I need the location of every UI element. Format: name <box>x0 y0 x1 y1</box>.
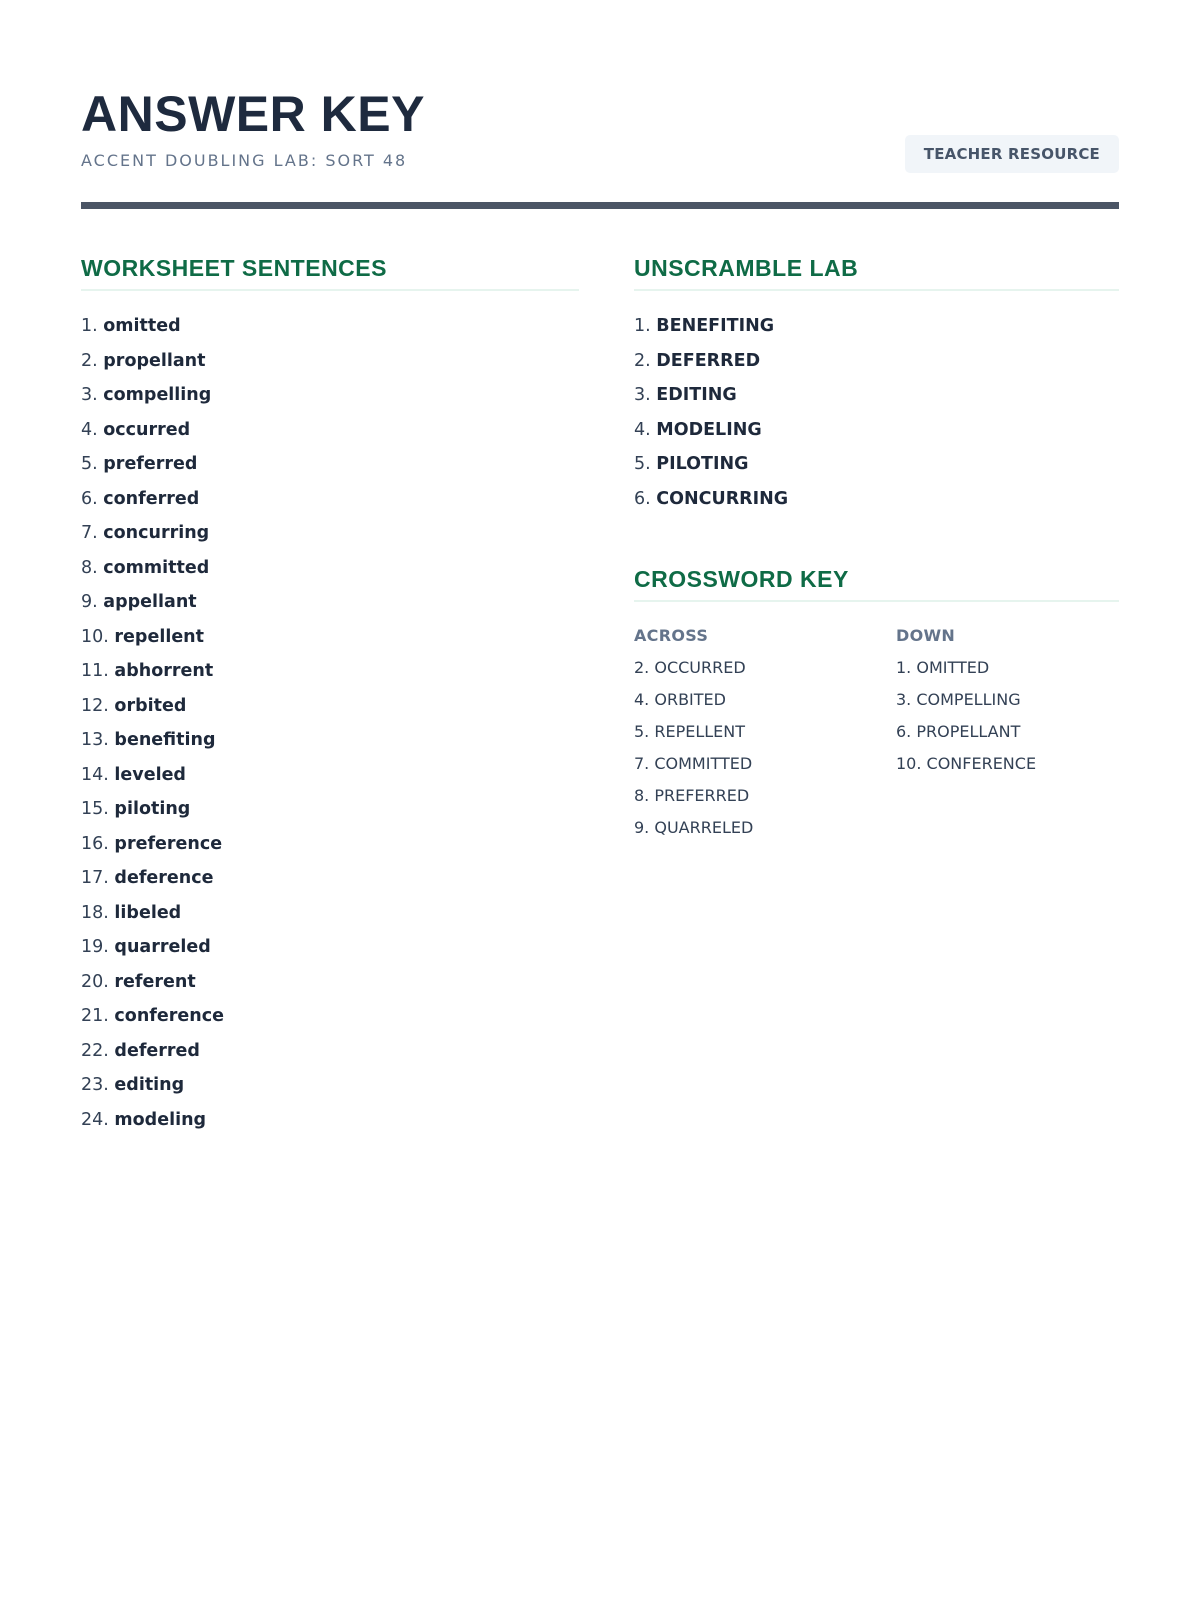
teacher-resource-badge: TEACHER RESOURCE <box>905 135 1119 173</box>
answer-number: 11. <box>81 661 109 681</box>
unscramble-answer-item <box>634 344 1119 379</box>
answer-number: 20. <box>81 971 109 992</box>
answer-word: modeling <box>114 1109 207 1130</box>
answer-number: 4. <box>634 419 651 440</box>
answer-word: PILOTING <box>656 454 749 474</box>
answer-word: orbited <box>114 695 187 716</box>
down-answer: 1. OMITTED <box>896 658 990 677</box>
answer-number: 2. <box>634 350 651 371</box>
worksheet-answer-item <box>81 482 579 517</box>
answer-word: concurring <box>103 523 210 543</box>
worksheet-answer-item <box>81 1103 579 1138</box>
worksheet-answer-item <box>81 965 579 1000</box>
unscramble-answer-item <box>634 447 1119 482</box>
answer-word: omitted <box>103 316 181 336</box>
worksheet-answer-item <box>81 378 579 413</box>
worksheet-answer-item <box>81 792 579 827</box>
unscramble-answer-list <box>634 309 1119 516</box>
answer-number: 3. <box>81 385 98 405</box>
unscramble-section <box>634 251 1119 516</box>
across-answer: 7. COMMITTED <box>634 754 753 773</box>
worksheet-answer-item <box>81 344 579 379</box>
answer-word: libeled <box>114 902 182 923</box>
answer-number: 14. <box>81 764 109 785</box>
content-columns <box>81 251 1119 1151</box>
worksheet-answer-item <box>81 309 579 344</box>
down-answer: 6. PROPELLANT <box>896 722 1021 741</box>
answer-word: propellant <box>103 350 206 371</box>
answer-number: 22. <box>81 1040 109 1061</box>
worksheet-answer-item <box>81 896 579 931</box>
answer-number: 5. <box>81 454 98 474</box>
worksheet-answer-item <box>81 447 579 482</box>
worksheet-answer-item <box>81 1034 579 1069</box>
across-answer: 2. OCCURRED <box>634 658 746 677</box>
answer-word: appellant <box>103 592 197 612</box>
answer-number: 24. <box>81 1109 109 1130</box>
answer-number: 9. <box>81 592 98 612</box>
down-column <box>896 620 1126 780</box>
answer-word: compelling <box>103 385 212 405</box>
down-heading: DOWN <box>896 626 956 645</box>
across-answer: 8. PREFERRED <box>634 786 750 805</box>
answer-word: piloting <box>114 799 191 819</box>
answer-word: preference <box>114 833 223 854</box>
right-column <box>634 251 1119 840</box>
worksheet-answer-item <box>81 758 579 793</box>
answer-number: 6. <box>81 488 98 509</box>
answer-word: DEFERRED <box>656 350 761 371</box>
header-divider <box>81 202 1119 209</box>
answer-number: 23. <box>81 1075 109 1095</box>
answer-word: CONCURRING <box>656 488 789 509</box>
answer-word: editing <box>114 1075 185 1095</box>
answer-word: benefiting <box>114 730 216 750</box>
answer-number: 18. <box>81 902 109 923</box>
crossword-section <box>634 562 1119 840</box>
answer-number: 8. <box>81 557 98 578</box>
answer-word: BENEFITING <box>656 316 775 336</box>
unscramble-section-title: UNSCRAMBLE LAB <box>634 251 1119 291</box>
unscramble-answer-item <box>634 413 1119 448</box>
answer-word: abhorrent <box>114 661 214 681</box>
worksheet-answer-item <box>81 1068 579 1103</box>
worksheet-answer-item <box>81 516 579 551</box>
worksheet-section <box>81 251 579 1137</box>
answer-word: MODELING <box>656 419 762 440</box>
answer-word: leveled <box>114 764 186 785</box>
unscramble-answer-item <box>634 309 1119 344</box>
answer-word: deference <box>114 868 214 888</box>
page-subtitle: ACCENT DOUBLING LAB: SORT 48 <box>81 151 408 170</box>
answer-number: 19. <box>81 937 109 957</box>
page-header <box>81 80 1119 202</box>
across-answer: 9. QUARRELED <box>634 818 754 837</box>
answer-number: 1. <box>634 316 651 336</box>
answer-word: conference <box>114 1006 224 1026</box>
worksheet-answer-item <box>81 930 579 965</box>
worksheet-answer-item <box>81 827 579 862</box>
worksheet-answer-item <box>81 861 579 896</box>
answer-number: 5. <box>634 454 651 474</box>
answer-word: quarreled <box>114 937 211 957</box>
answer-word: occurred <box>103 419 191 440</box>
answer-number: 17. <box>81 868 109 888</box>
across-answer: 5. REPELLENT <box>634 722 746 741</box>
answer-number: 6. <box>634 488 651 509</box>
crossword-section-title: CROSSWORD KEY <box>634 562 1119 602</box>
worksheet-section-title: WORKSHEET SENTENCES <box>81 251 579 291</box>
answer-number: 12. <box>81 695 109 716</box>
worksheet-answer-item <box>81 689 579 724</box>
answer-word: conferred <box>103 488 200 509</box>
answer-number: 16. <box>81 833 109 854</box>
across-answer: 4. ORBITED <box>634 690 726 709</box>
worksheet-answer-item <box>81 551 579 586</box>
answer-number: 3. <box>634 385 651 405</box>
worksheet-answer-item <box>81 585 579 620</box>
answer-word: referent <box>114 971 196 992</box>
down-answer: 3. COMPELLING <box>896 690 1021 709</box>
unscramble-answer-item <box>634 378 1119 413</box>
answer-number: 21. <box>81 1006 109 1026</box>
answer-word: committed <box>103 557 210 578</box>
across-heading: ACROSS <box>634 626 709 645</box>
answer-word: EDITING <box>656 385 737 405</box>
answer-number: 13. <box>81 730 109 750</box>
worksheet-answer-item <box>81 620 579 655</box>
answer-number: 10. <box>81 626 109 647</box>
worksheet-answer-item <box>81 654 579 689</box>
answer-number: 7. <box>81 523 98 543</box>
across-column <box>634 620 864 844</box>
worksheet-answer-list <box>81 309 579 1137</box>
answer-word: preferred <box>103 454 198 474</box>
answer-number: 1. <box>81 316 98 336</box>
worksheet-answer-item <box>81 723 579 758</box>
answer-number: 4. <box>81 419 98 440</box>
answer-number: 2. <box>81 350 98 371</box>
worksheet-answer-item <box>81 413 579 448</box>
answer-number: 15. <box>81 799 109 819</box>
answer-word: deferred <box>114 1040 200 1061</box>
down-answer: 10. CONFERENCE <box>896 754 1037 773</box>
unscramble-answer-item <box>634 482 1119 517</box>
crossword-key-grid <box>634 620 1119 840</box>
worksheet-answer-item <box>81 999 579 1034</box>
answer-word: repellent <box>114 626 205 647</box>
page-title: ANSWER KEY <box>81 86 425 142</box>
